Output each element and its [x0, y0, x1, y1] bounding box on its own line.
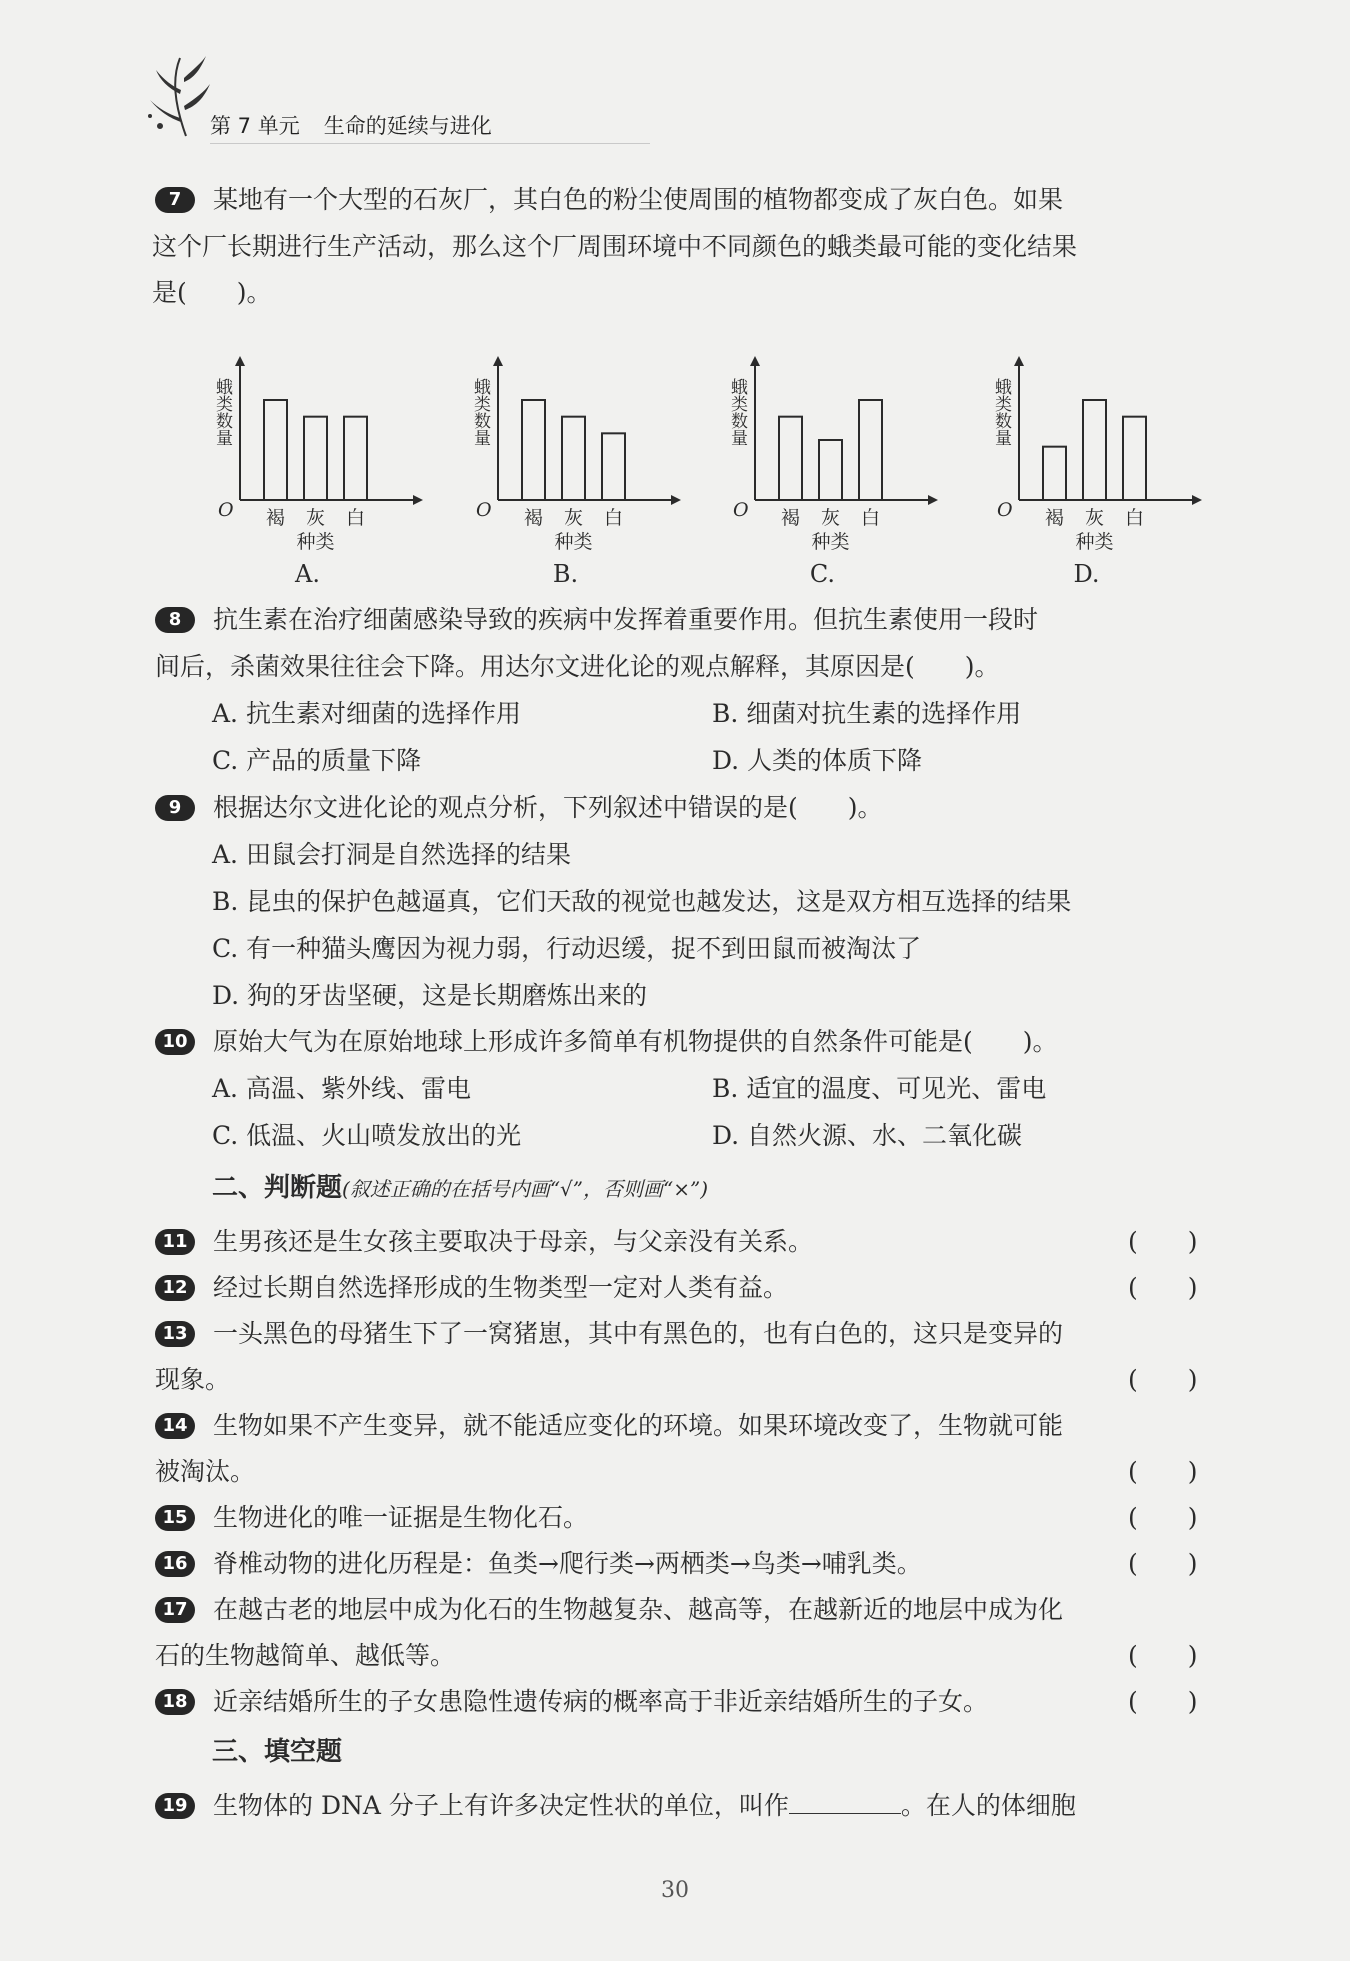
- x-axis-label: 种类: [554, 531, 593, 553]
- question-number-badge: 12: [155, 1275, 195, 1301]
- q14-line1: 14 生物如果不产生变异，就不能适应变化的环境。如果环境改变了，生物就可能: [155, 1410, 1063, 1442]
- q11-answer-parens[interactable]: ( ): [1128, 1227, 1198, 1256]
- x-axis-arrow: [671, 495, 681, 505]
- q18-answer-parens[interactable]: ( ): [1128, 1687, 1198, 1716]
- q8-option-d: D. 人类的体质下降: [712, 746, 923, 775]
- bar-褐: [264, 400, 287, 500]
- bar-灰: [562, 417, 585, 500]
- y-axis-label: 蛾类数量: [991, 378, 1011, 446]
- q8-option-b: B. 细菌对抗生素的选择作用: [712, 699, 1022, 728]
- y-axis-arrow: [1014, 356, 1024, 366]
- option-letter: C.: [809, 560, 836, 588]
- q12-answer-parens[interactable]: ( ): [1128, 1273, 1198, 1302]
- bar-chart-option-c: [723, 348, 953, 588]
- x-axis-label: 种类: [811, 531, 850, 553]
- x-tick-label: 褐: [523, 507, 544, 529]
- q17-line2: 石的生物越简单、越低等。: [155, 1641, 456, 1670]
- bar-chart-option-d: [987, 348, 1217, 588]
- y-axis-arrow: [493, 356, 503, 366]
- bar-褐: [522, 400, 545, 500]
- q18-line: 18 近亲结婚所生的子女患隐性遗传病的概率高于非近亲结婚所生的子女。: [155, 1686, 988, 1718]
- q14-answer-parens[interactable]: ( ): [1128, 1457, 1198, 1486]
- question-number-badge: 11: [155, 1229, 195, 1255]
- q10-option-a: A. 高温、紫外线、雷电: [212, 1074, 471, 1103]
- leaf-logo-icon: [140, 48, 220, 148]
- question-number-badge: 8: [155, 607, 195, 633]
- q9-option-d: D. 狗的牙齿坚硬，这是长期磨炼出来的: [212, 981, 648, 1010]
- q10-option-d: D. 自然火源、水、二氧化碳: [712, 1121, 1023, 1150]
- q7-line1: 7 某地有一个大型的石灰厂，其白色的粉尘使周围的植物都变成了灰白色。如果: [155, 184, 1063, 216]
- x-tick-label: 白: [345, 507, 366, 529]
- x-tick-label: 褐: [780, 507, 801, 529]
- header-divider: [210, 143, 650, 144]
- origin-label: O: [476, 499, 492, 521]
- x-axis-label: 种类: [296, 531, 335, 553]
- bar-灰: [304, 417, 327, 500]
- option-letter: B.: [552, 560, 579, 588]
- q9-option-a: A. 田鼠会打洞是自然选择的结果: [212, 840, 571, 869]
- q10-option-b: B. 适宜的温度、可见光、雷电: [712, 1074, 1047, 1103]
- option-letter: D.: [1073, 560, 1100, 588]
- x-tick-label: 白: [603, 507, 624, 529]
- x-tick-label: 白: [860, 507, 881, 529]
- bar-褐: [779, 417, 802, 500]
- bar-chart-option-b: [466, 348, 696, 588]
- q19-line: 19 生物体的 DNA 分子上有许多决定性状的单位，叫作 。在人的体细胞: [155, 1790, 1076, 1822]
- question-number-badge: 10: [155, 1029, 195, 1055]
- page-number: 30: [661, 1878, 689, 1903]
- origin-label: O: [997, 499, 1013, 521]
- question-number-badge: 7: [155, 187, 195, 213]
- q13-answer-parens[interactable]: ( ): [1128, 1365, 1198, 1394]
- x-axis-arrow: [1192, 495, 1202, 505]
- q14-line2: 被淘汰。: [155, 1457, 256, 1486]
- y-axis-arrow: [750, 356, 760, 366]
- q16-answer-parens[interactable]: ( ): [1128, 1549, 1198, 1578]
- bar-灰: [819, 440, 842, 500]
- bar-白: [602, 433, 625, 500]
- question-number-badge: 14: [155, 1413, 195, 1439]
- question-number-badge: 17: [155, 1597, 195, 1623]
- question-number-badge: 16: [155, 1551, 195, 1577]
- bar-灰: [1083, 400, 1106, 500]
- question-number-badge: 13: [155, 1321, 195, 1347]
- x-tick-label: 褐: [265, 507, 286, 529]
- y-axis-label: 蛾类数量: [470, 378, 490, 446]
- question-number-badge: 19: [155, 1793, 195, 1819]
- origin-label: O: [733, 499, 749, 521]
- q13-line2: 现象。: [155, 1365, 231, 1394]
- x-axis-label: 种类: [1075, 531, 1114, 553]
- y-axis-arrow: [235, 356, 245, 366]
- x-tick-label: 灰: [1084, 507, 1105, 529]
- q16-line: 16 脊椎动物的进化历程是：鱼类→爬行类→两栖类→鸟类→哺乳类。: [155, 1548, 922, 1580]
- q15-line: 15 生物进化的唯一证据是生物化石。: [155, 1502, 588, 1534]
- x-tick-label: 白: [1124, 507, 1145, 529]
- q8-option-a: A. 抗生素对细菌的选择作用: [212, 699, 521, 728]
- q8-line2: 间后，杀菌效果往往会下降。用达尔文进化论的观点解释，其原因是( )。: [155, 652, 1000, 681]
- section-2-heading: 二、判断题(叙述正确的在括号内画“√”，否则画“×”): [212, 1173, 709, 1203]
- question-number-badge: 18: [155, 1689, 195, 1715]
- q8-line1: 8 抗生素在治疗细菌感染导致的疾病中发挥着重要作用。但抗生素使用一段时: [155, 604, 1038, 636]
- q9-option-c: C. 有一种猫头鹰因为视力弱，行动迟缓，捉不到田鼠而被淘汰了: [212, 934, 922, 963]
- question-number-badge: 15: [155, 1505, 195, 1531]
- question-number-badge: 9: [155, 795, 195, 821]
- q19-fill-blank[interactable]: [789, 1793, 901, 1814]
- q7-line2: 这个厂长期进行生产活动，那么这个厂周围环境中不同颜色的蛾类最可能的变化结果: [152, 232, 1078, 261]
- origin-label: O: [218, 499, 234, 521]
- q13-line1: 13 一头黑色的母猪生下了一窝猪崽，其中有黑色的，也有白色的，这只是变异的: [155, 1318, 1063, 1350]
- option-letter: A.: [295, 560, 320, 588]
- q10-line1: 10 原始大气为在原始地球上形成许多简单有机物提供的自然条件可能是( )。: [155, 1026, 1058, 1058]
- x-axis-arrow: [413, 495, 423, 505]
- bar-白: [344, 417, 367, 500]
- x-tick-label: 灰: [563, 507, 584, 529]
- bar-白: [1123, 417, 1146, 500]
- x-tick-label: 灰: [820, 507, 841, 529]
- bar-白: [859, 400, 882, 500]
- q11-line: 11 生男孩还是生女孩主要取决于母亲，与父亲没有关系。: [155, 1226, 813, 1258]
- q8-option-c: C. 产品的质量下降: [212, 746, 422, 775]
- q15-answer-parens[interactable]: ( ): [1128, 1503, 1198, 1532]
- q17-answer-parens[interactable]: ( ): [1128, 1641, 1198, 1670]
- q10-option-c: C. 低温、火山喷发放出的光: [212, 1121, 522, 1150]
- section-3-heading: 三、填空题: [212, 1737, 343, 1767]
- x-axis-arrow: [928, 495, 938, 505]
- q9-option-b: B. 昆虫的保护色越逼真，它们天敌的视觉也越发达，这是双方相互选择的结果: [212, 887, 1072, 916]
- y-axis-label: 蛾类数量: [727, 378, 747, 446]
- unit-title: 第 7 单元 生命的延续与进化: [210, 114, 492, 138]
- q17-line1: 17 在越古老的地层中成为化石的生物越复杂、越高等，在越新近的地层中成为化: [155, 1594, 1063, 1626]
- page-header: [140, 48, 660, 148]
- q9-line1: 9 根据达尔文进化论的观点分析，下列叙述中错误的是( )。: [155, 792, 883, 824]
- x-tick-label: 灰: [305, 507, 326, 529]
- x-tick-label: 褐: [1044, 507, 1065, 529]
- q7-line3: 是( )。: [152, 278, 272, 307]
- q12-line: 12 经过长期自然选择形成的生物类型一定对人类有益。: [155, 1272, 788, 1304]
- y-axis-label: 蛾类数量: [212, 378, 232, 446]
- bar-chart-option-a: [208, 348, 438, 588]
- bar-褐: [1043, 447, 1066, 500]
